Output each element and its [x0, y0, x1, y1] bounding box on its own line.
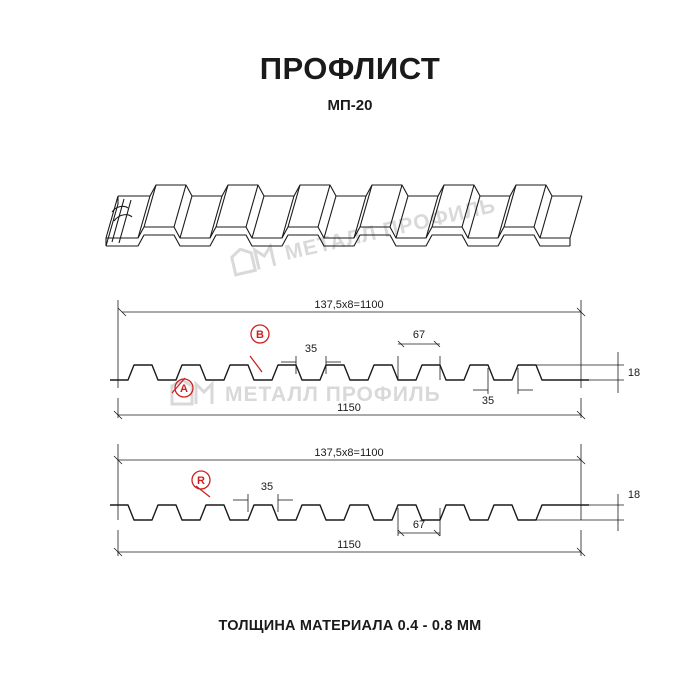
dim-height-bottom: [536, 494, 624, 531]
callout-b: [250, 325, 269, 372]
watermark-text: МЕТАЛЛ ПРОФИЛЬ: [225, 382, 441, 406]
dim-35-top-right: [473, 368, 533, 394]
profile-section-bottom-outline: [110, 505, 589, 520]
dim-35-bottom-label: 35: [260, 481, 274, 493]
callout-r: [192, 471, 210, 497]
dim-height-top-label: 18: [627, 367, 641, 379]
profile-section-top-outline: [110, 365, 589, 380]
dim-67-bottom-label: 67: [412, 519, 426, 531]
page-title: ПРОФЛИСТ: [259, 51, 441, 86]
callout-b-label: B: [256, 329, 264, 341]
dim-total-width-top-label: 1150: [337, 402, 361, 414]
dim-total-width-bottom-label: 1150: [337, 539, 361, 551]
dim-35-bottom: [233, 494, 293, 512]
dim-working-width-bottom-label: 137,5x8=1100: [314, 447, 384, 459]
material-thickness-note: ТОЛЩИНА МАТЕРИАЛА 0.4 - 0.8 ММ: [218, 618, 482, 634]
profile-bottom-section: [110, 444, 640, 556]
dim-67-top-label: 67: [412, 329, 426, 341]
isometric-sheet-view: [106, 185, 582, 246]
watermark-text: МЕТАЛЛ ПРОФИЛЬ: [282, 193, 498, 265]
dim-35-top-right-label: 35: [481, 395, 495, 407]
callout-r-label: R: [197, 475, 205, 487]
dim-working-width-top-label: 137,5x8=1100: [314, 299, 384, 311]
callout-a-label: A: [180, 383, 188, 395]
dim-height-bottom-label: 18: [627, 489, 641, 501]
callout-a: [172, 378, 193, 397]
dim-35-top-left-label: 35: [304, 343, 318, 355]
page-subtitle: МП-20: [327, 97, 373, 115]
profile-top-section: [110, 299, 640, 419]
dim-height-top: [536, 352, 624, 393]
